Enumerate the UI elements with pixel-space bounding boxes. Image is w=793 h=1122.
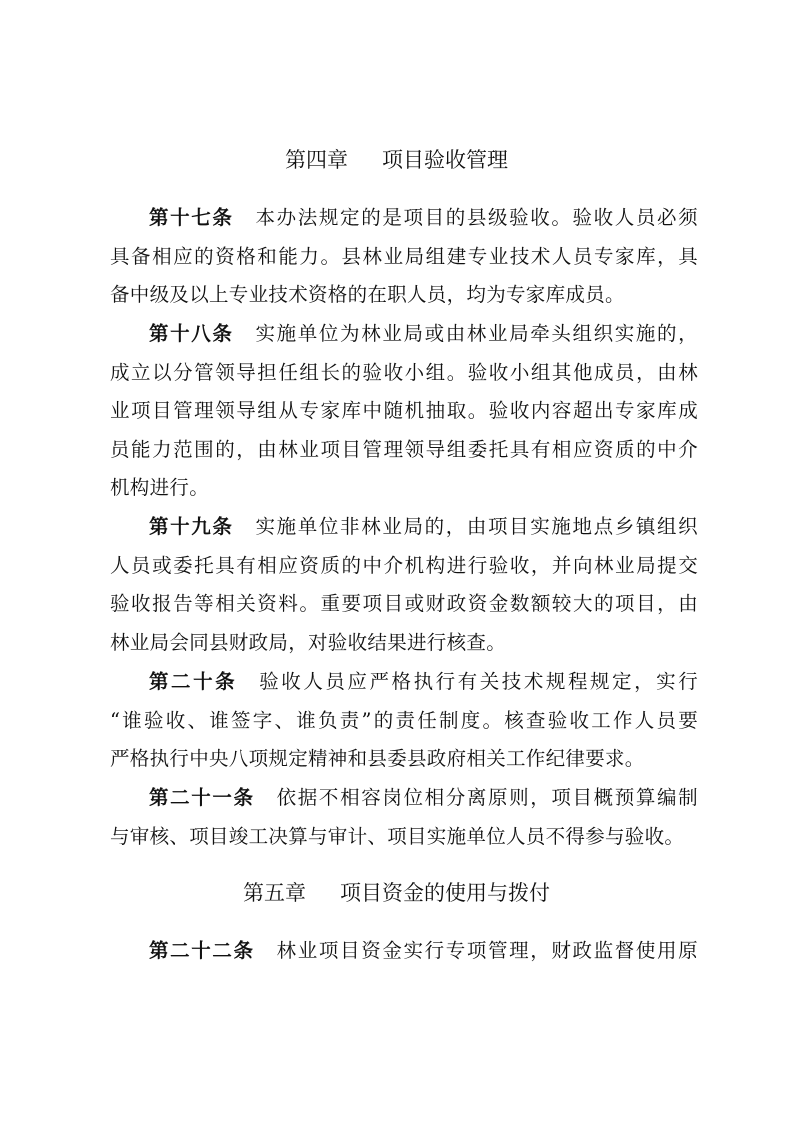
article-20 [110, 663, 698, 779]
article-17 [110, 199, 698, 315]
article-line [110, 199, 698, 238]
article-line [110, 663, 698, 702]
chapter-title: 项目资金的使用与拨付 [340, 881, 550, 905]
article-line: 严格执行中央八项规定精神和县委县政府相关工作纪律要求。 [110, 747, 645, 770]
chapter-number: 第五章 [243, 881, 306, 905]
article-line [110, 779, 698, 818]
article-line: 成立以分管领导担任组长的验收小组。验收小组其他成员，由林 [110, 360, 698, 384]
article-text: 依据不相容岗位相分离原则，项目概预算编制 [276, 786, 698, 809]
article-18 [110, 315, 698, 508]
article-text: 验收人员应严格执行有关技术规程规定，实行 [259, 670, 698, 693]
article-line: 林业局会同县财政局，对验收结果进行核查。 [110, 630, 507, 654]
article-lead: 第十八条 [149, 322, 234, 345]
article-text: 实施单位为林业局或由林业局牵头组织实施的， [255, 322, 698, 345]
article-text: 本办法规定的是项目的县级验收。验收人员必须 [255, 206, 698, 229]
article-line [110, 508, 698, 547]
article-lead: 第十七条 [149, 206, 234, 229]
chapter-heading-4 [0, 146, 793, 174]
article-line: 与审核、项目竣工决算与审计、项目实施单位人员不得参与验收。 [110, 824, 685, 848]
article-lead: 第二十一条 [149, 786, 255, 809]
article-text: 林业项目资金实行专项管理，财政监督使用原 [276, 939, 698, 962]
article-22 [110, 932, 698, 971]
article-line: 具备相应的资格和能力。县林业局组建专业技术人员专家库，具 [110, 244, 698, 268]
article-19 [110, 508, 698, 662]
article-text: 实施单位非林业局的，由项目实施地点乡镇组织 [255, 515, 698, 538]
chapter-number: 第四章 [285, 148, 348, 172]
article-line [110, 932, 698, 971]
article-line: 机构进行。 [110, 476, 210, 499]
chapter-title: 项目验收管理 [382, 148, 508, 172]
article-lead: 第二十二条 [149, 939, 255, 962]
article-line: 员能力范围的，由林业项目管理领导组委托具有相应资质的中介 [110, 437, 698, 461]
article-21 [110, 779, 698, 856]
article-lead: 第二十条 [149, 670, 238, 693]
article-line: 业项目管理领导组从专家库中随机抽取。验收内容超出专家库成 [110, 399, 698, 422]
article-line: 人员或委托具有相应资质的中介机构进行验收，并向林业局提交 [110, 553, 698, 577]
article-lead: 第十九条 [149, 515, 234, 538]
article-line: 备中级及以上专业技术资格的在职人员，均为专家库成员。 [110, 283, 625, 306]
article-line: “谁验收、谁签字、谁负责”的责任制度。核查验收工作人员要 [110, 708, 698, 732]
chapter-heading-5 [0, 879, 793, 907]
article-line [110, 315, 698, 354]
article-line: 验收报告等相关资料。重要项目或财政资金数额较大的项目，由 [110, 592, 698, 615]
